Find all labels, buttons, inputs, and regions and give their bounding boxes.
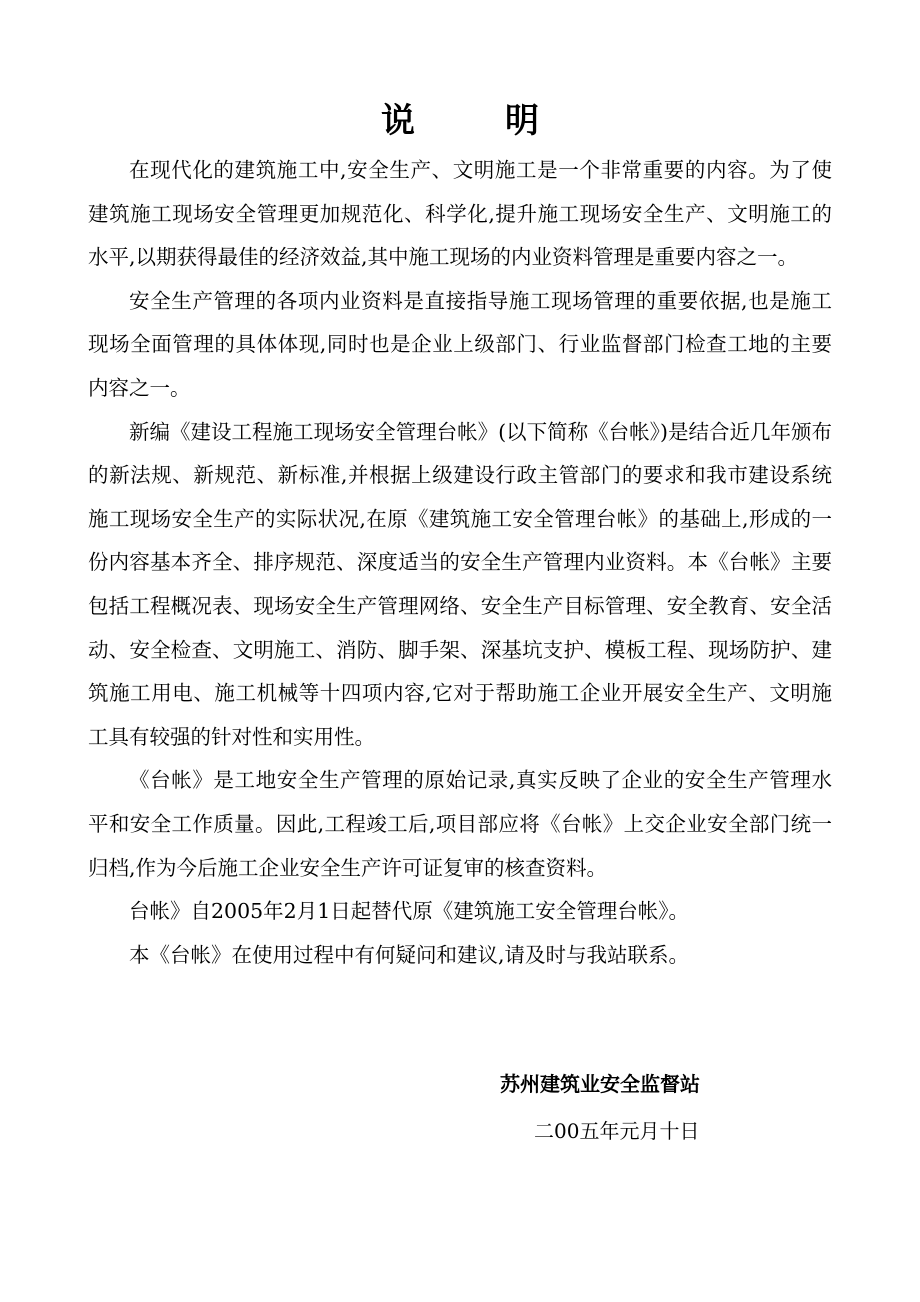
paragraph-effective-date: 台帐》自2005年2月1日起替代原《建筑施工安全管理台帐》。 xyxy=(129,899,690,924)
paragraph-archiving: 《台帐》是工地安全生产管理的原始记录,真实反映了企业的安全生产管理水平和安全工作质量。因此,工程竣工后,项目部应将《台帐》上交企业安全部门统一归档,作为今后施工企业安全生产许可证复审的核查资料。 xyxy=(88,768,832,880)
paragraph-contact: 本《台帐》在使用过程中有何疑问和建议,请及时与我站联系。 xyxy=(129,942,690,967)
paragraph-importance: 安全生产管理的各项内业资料是直接指导施工现场管理的重要依据,也是施工现场全面管理的具体体现,同时也是企业上级部门、行业监督部门检查工地的主要内容之一。 xyxy=(88,288,832,400)
page-title: 说明 xyxy=(381,101,629,141)
document-body xyxy=(88,149,832,977)
paragraph-intro: 在现代化的建筑施工中,安全生产、文明施工是一个非常重要的内容。为了使建筑施工现场安全管理更加规范化、科学化,提升施工现场安全生产、文明施工的水平,以期获得最佳的经济效益,其中施工现场的内业资料管理是重要内容之一。 xyxy=(88,158,832,270)
paragraph-ledger-content: 新编《建设工程施工现场安全管理台帐》(以下简称《台帐》)是结合近几年颁布的新法规、新规范、新标准,并根据上级建设行政主管部门的要求和我市建设系统施工现场安全生产的实际状况,在原《建筑施工安全管理台帐》的基础上,形成的一份内容基本齐全、排序规范、深度适当的安全生产管理内业资料。本《台帐》主要包括工程概况表、现场安全生产管理网络、安全生产目标管理、安全教育、安全活动、安全检查、文明施工、消防、脚手架、深基坑支护、模板工程、现场防护、建筑施工用电、施工机械等十四项内容,它对于帮助施工企业开展安全生产、文明施工具有较强的针对性和实用性。 xyxy=(88,419,832,749)
issue-date: 二00五年元月十日 xyxy=(534,1119,700,1143)
issuer-signature: 苏州建筑业安全监督站 xyxy=(500,1072,700,1096)
